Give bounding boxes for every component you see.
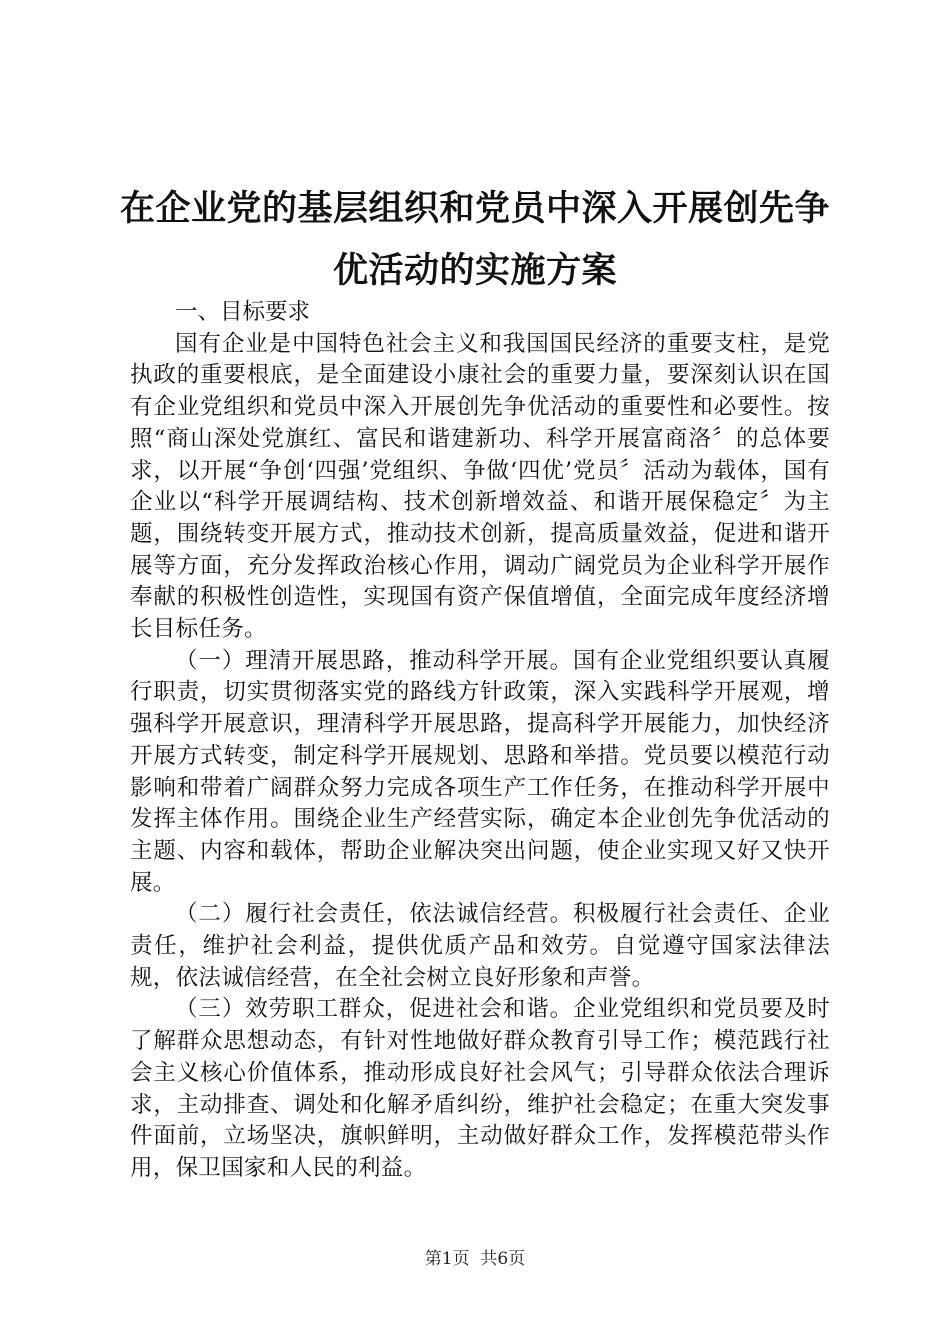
footer-separator (470, 1249, 481, 1269)
document-body (130, 297, 830, 1185)
paragraph-item-3: （三）效劳职工群众，促进社会和谐。企业党组织和党员要及时了解群众思想动态，有针对性地做好群众教育引导工作；模范践行社会主义核心价值体系，推动形成良好社会风气；引导群众依法合理诉求，主动排查、调处和化解矛盾纠纷，维护社会稳定；在重大突发事件面前，立场坚决，旗帜鲜明，主动做好群众工作，发挥模范带头作用，保卫国家和人民的利益。 (130, 996, 830, 1181)
page-footer (0, 1244, 950, 1269)
page-total: 共6页 (480, 1249, 526, 1269)
page-number: 第1页 (424, 1249, 470, 1269)
paragraph-item-2: （二）履行社会责任，依法诚信经营。积极履行社会责任、企业责任，维护社会利益，提供优质产品和效劳。自觉遵守国家法律法规，依法诚信经营，在全社会树立良好形象和声誉。 (130, 901, 830, 991)
section-heading: 一、目标要求 (175, 299, 311, 325)
document-title: 在企业党的基层组织和党员中深入开展创先争优活动的实施方案 (120, 189, 831, 291)
paragraph-item-1: （一）理清开展思路，推动科学开展。国有企业党组织要认真履行职责，切实贯彻落实党的路线方针政策，深入实践科学开展观，增强科学开展意识，理清科学开展思路，提高科学开展能力，加快经济开展方式转变，制定科学开展规划、思路和举措。党员要以模范行动影响和带着广阔群众努力完成各项生产工作任务，在推动科学开展中发挥主体作用。围绕企业生产经营实际，确定本企业创先争优活动的主题、内容和载体，帮助企业解决突出问题，使企业实现又好又快开展。 (130, 647, 830, 896)
paragraph-overview: 国有企业是中国特色社会主义和我国国民经济的重要支柱，是党执政的重要根底，是全面建设小康社会的重要力量，要深刻认识在国有企业党组织和党员中深入开展创先争优活动的重要性和必要性。按照“商山深处党旗红、富民和谐建新功、科学开展富商洛〞的总体要求，以开展“争创‘四强’党组织、争做‘四优’党员〞活动为载体，国有企业以“科学开展调结构、技术创新增效益、和谐开展保稳定〞为主题，围绕转变开展方式，推动技术创新，提高质量效益，促进和谐开展等方面，充分发挥政治核心作用，调动广阔党员为企业科学开展作奉献的积极性创造性，实现国有资产保值增值，全面完成年度经济增长目标任务。 (130, 330, 830, 643)
